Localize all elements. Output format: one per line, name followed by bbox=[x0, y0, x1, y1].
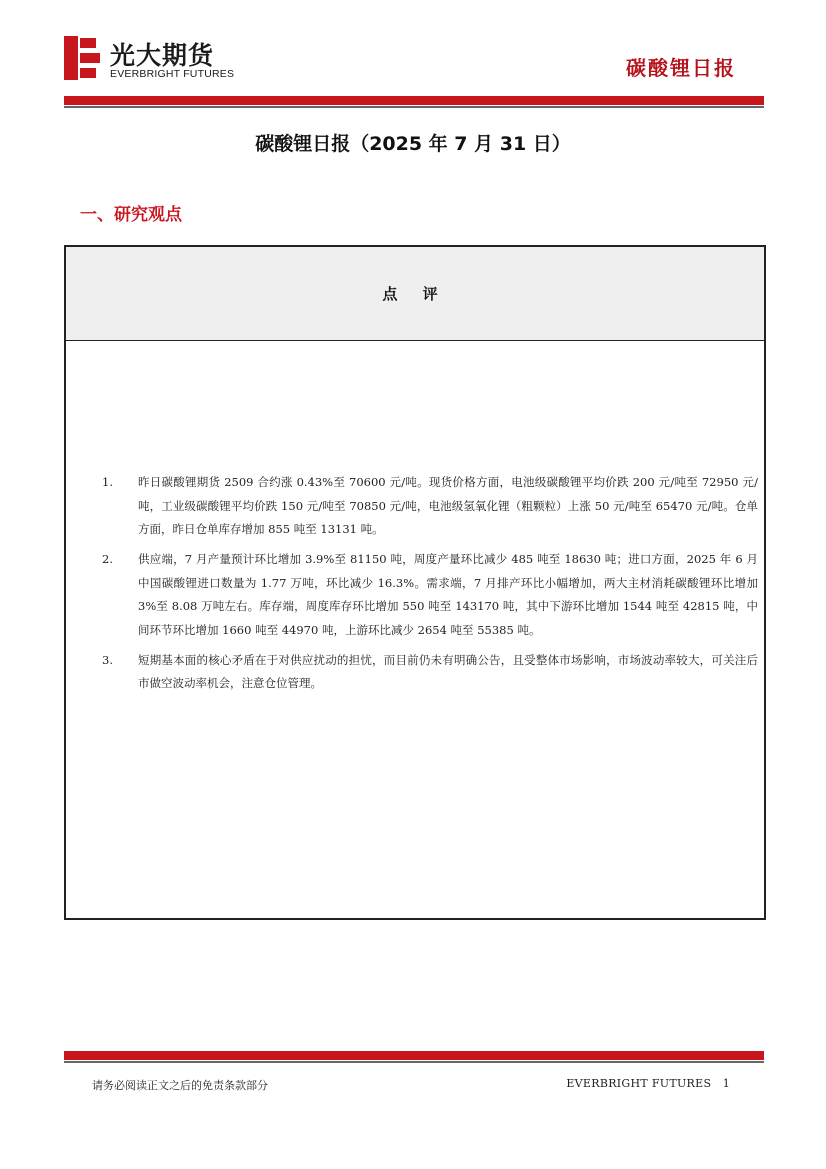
comment-item-number: 3. bbox=[102, 652, 113, 667]
logo-english-name: EVERBRIGHT FUTURES bbox=[110, 68, 235, 80]
footer-divider bbox=[64, 1051, 764, 1060]
logo-chinese-name: 光大期货 bbox=[110, 41, 215, 70]
comment-table bbox=[64, 245, 766, 920]
company-logo bbox=[64, 36, 264, 84]
comment-item-number: 1. bbox=[102, 475, 113, 489]
footer-disclaimer: 请务必阅读正文之后的免责条款部分 bbox=[92, 1079, 268, 1092]
comment-item bbox=[102, 471, 758, 542]
page-number: 1 bbox=[722, 1077, 730, 1090]
footer-company bbox=[566, 1077, 730, 1090]
comment-item-number: 2. bbox=[102, 552, 113, 566]
comment-item bbox=[102, 649, 758, 696]
report-name-header: 碳酸锂日报 bbox=[626, 56, 736, 80]
header-divider bbox=[64, 96, 764, 105]
comment-item bbox=[102, 548, 758, 642]
comment-item-text: 短期基本面的核心矛盾在于对供应扰动的担忧，而目前仍未有明确公告，且受整体市场影响，市场波动率较大，可关注后市做空波动率机会，注意仓位管理。 bbox=[138, 652, 758, 690]
comment-item-text: 昨日碳酸锂期货 2509 合约涨 0.43%至 70600 元/吨。现货价格方面，电池级碳酸锂平均价跌 200 元/吨至 72950 元/吨，工业级碳酸锂平均价跌 150 元/吨至 70850 元/吨，电池级氢氧化锂（粗颗粒）上涨 50 元/吨至 65470 元/吨。仓单方面，昨日仓单库存增加 855 吨至 13131 吨。 bbox=[138, 475, 758, 536]
section-heading: 一、研究观点 bbox=[80, 205, 182, 225]
comment-list bbox=[102, 471, 758, 702]
comment-item-text: 供应端，7 月产量预计环比增加 3.9%至 81150 吨，周度产量环比减少 485 吨至 18630 吨；进口方面，2025 年 6 月中国碳酸锂进口数量为 1.77 万吨，环比减少 16.3%。需求端，7 月排产环比小幅增加，两大主材消耗碳酸锂环比增加 3%至 8.08 万吨左右。库存端，周度库存环比增加 550 吨至 143170 吨，其中下游环比增加 1544 吨至 42815 吨，中间环节环比增加 1660 吨至 44970 吨，上游环比减少 2654 吨至 55385 吨。 bbox=[138, 552, 758, 637]
page-title: 碳酸锂日报（2025 年 7 月 31 日） bbox=[255, 133, 571, 155]
footer-company-name: EVERBRIGHT FUTURES bbox=[566, 1077, 712, 1090]
everbright-logo-icon bbox=[64, 36, 100, 80]
comment-table-header: 点 评 bbox=[66, 247, 764, 341]
